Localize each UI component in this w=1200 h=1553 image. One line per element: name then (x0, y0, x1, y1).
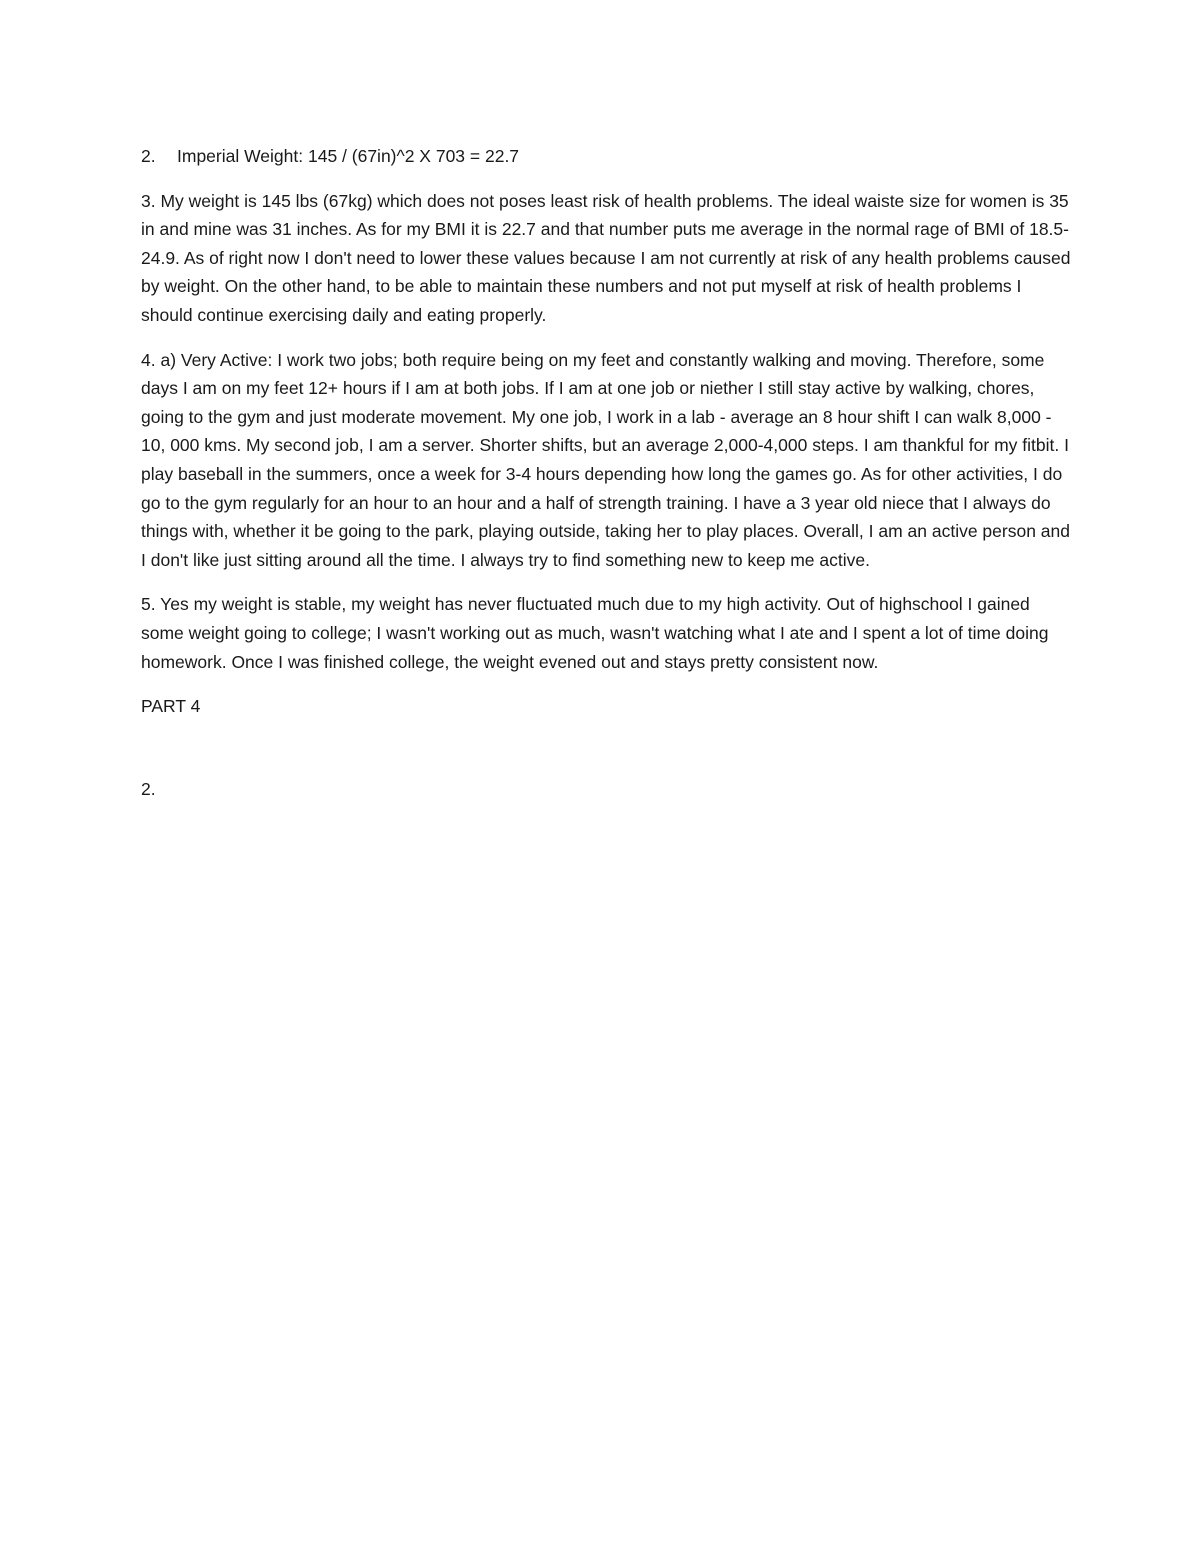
answer-3-number: 3. (141, 190, 156, 211)
answer-2-number: 2. (141, 146, 156, 166)
part4-question-2: 2. (141, 778, 156, 799)
answer-4-text: a) Very Active: I work two jobs; both require being on my feet and constantly walking and moving. Therefore, some days I am on my feet 12+ hours if I am at both jobs. If I am at one job or niether I still stay active by walking, chores, going to the gym and just moderate movement. My one job, I work in a lab - average an 8 hour shift I can walk 8,000 - 10, 000 kms. My second job, I am a server. Shorter shifts, but an average 2,000-4,000 steps. I am thankful for my fitbit. I play baseball in the summers, once a week for 3-4 hours depending how long the games go. As for other activities, I do go to the gym regularly for an hour to an hour and a half of strength training. I have a 3 year old niece that I always do things with, whether it be going to the park, playing outside, taking her to play places. Overall, I am an active person and I don't like just sitting around all the time. I always try to find something new to keep me active. (141, 349, 1071, 570)
answer-3 (141, 187, 1071, 330)
answer-3-text: My weight is 145 lbs (67kg) which does not poses least risk of health problems. The ideal waiste size for women is 35 in and mine was 31 inches. As for my BMI it is 22.7 and that number puts me average in the normal rage of BMI of 18.5-24.9. As of right now I don't need to lower these values because I am not currently at risk of any health problems caused by weight. On the other hand, to be able to maintain these numbers and not put myself at risk of health problems I should continue exercising daily and eating properly. (141, 190, 1071, 325)
answer-5-text: Yes my weight is stable, my weight has never fluctuated much due to my high activity. Out of highschool I gained some weight going to college; I wasn't working out as much, wasn't watching what I ate and I spent a lot of time doing homework. Once I was finished college, the weight evened out and stays pretty consistent now. (141, 594, 1049, 672)
answer-2 (141, 142, 1071, 171)
answer-4 (141, 346, 1071, 575)
answer-5 (141, 590, 1071, 676)
answer-2-text: Imperial Weight: 145 / (67in)^2 X 703 = 22.7 (177, 146, 520, 166)
blank-space (141, 737, 1071, 775)
answer-4-number: 4. (141, 349, 156, 370)
document-body (141, 142, 1071, 819)
part-heading: PART 4 (141, 696, 201, 717)
answer-5-number: 5. (141, 594, 156, 615)
